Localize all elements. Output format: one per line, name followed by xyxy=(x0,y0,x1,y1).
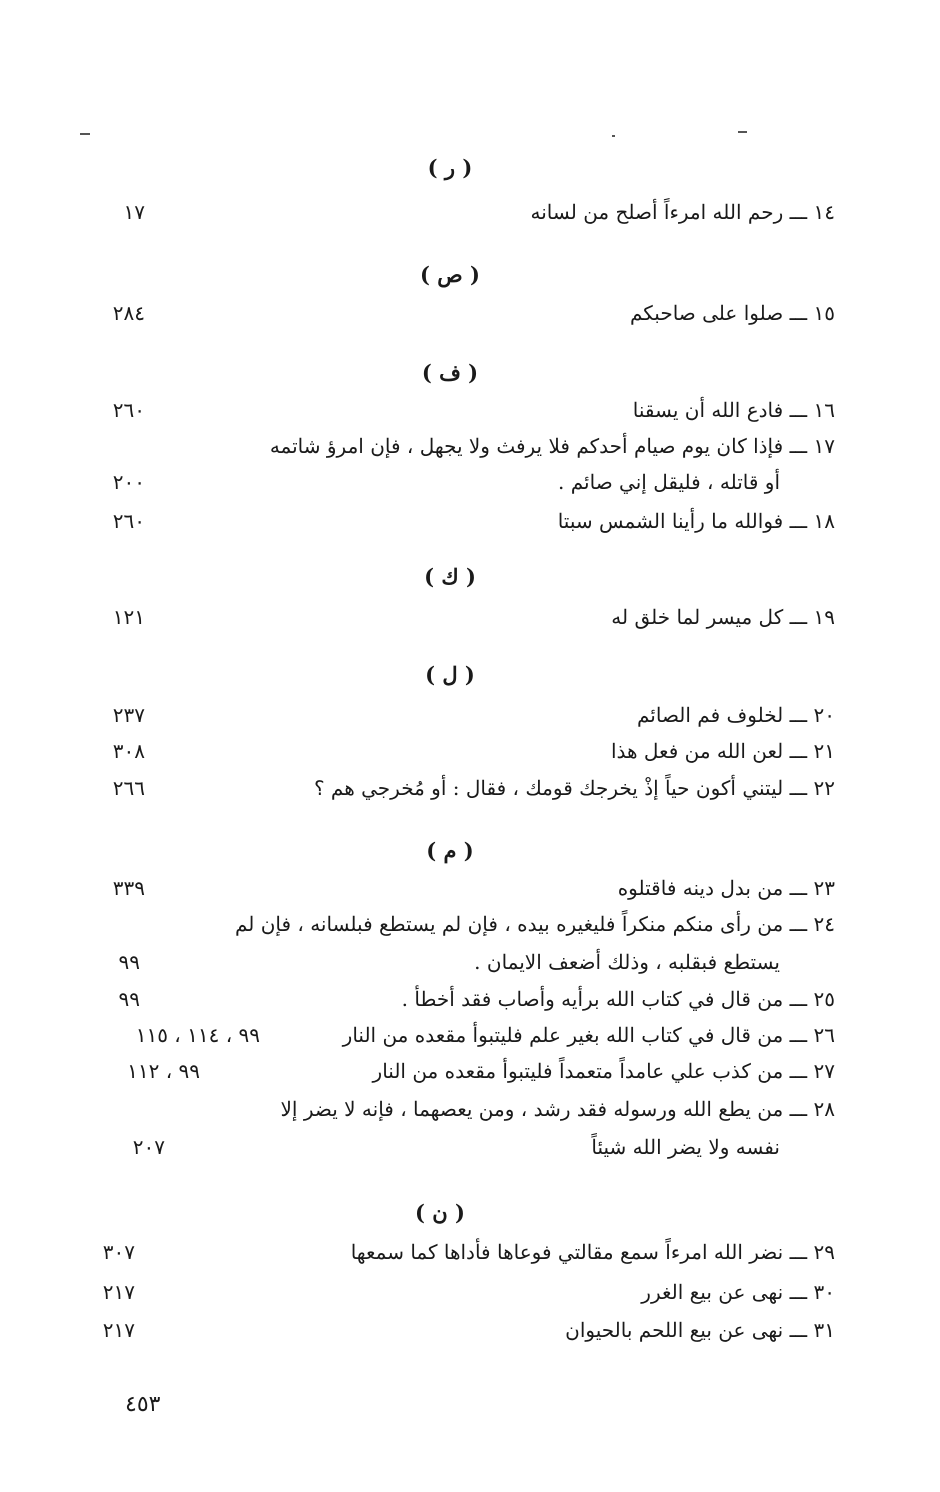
list-item xyxy=(0,1240,940,1274)
scan-speck xyxy=(738,131,747,133)
page-number: ٤٥٣ xyxy=(125,1392,161,1417)
hadith-text: ٢٥ ـــ من قال في كتاب الله برأيه وأصاب فقد أخطأ . xyxy=(401,987,835,1011)
hadith-text: ٢٦ ـــ من قال في كتاب الله بغير علم فليتبوأ مقعده من النار xyxy=(342,1023,835,1047)
hadith-text: ١٦ ـــ فادع الله أن يسقنا xyxy=(632,398,835,422)
list-item xyxy=(0,739,940,773)
list-item xyxy=(0,1318,940,1352)
section-heading: ( ن ) xyxy=(415,1200,465,1225)
section-heading: ( ر ) xyxy=(427,155,473,180)
page-reference: ٢٠٠ xyxy=(112,470,145,494)
list-item-continuation xyxy=(0,1135,940,1169)
hadith-text: ٣١ ـــ نهى عن بيع اللحم بالحيوان xyxy=(565,1318,835,1342)
hadith-text: ١٤ ـــ رحم الله امرءاً أصلح من لسانه xyxy=(530,200,835,224)
list-item xyxy=(0,703,940,737)
hadith-text-continuation: نفسه ولا يضر الله شيئاً xyxy=(591,1135,780,1159)
page-reference: ٢٦٠ xyxy=(112,509,145,533)
hadith-text: ١٨ ـــ فوالله ما رأينا الشمس سبتا xyxy=(557,509,835,533)
hadith-text: ٢٤ ـــ من رأى منكم منكراً فليغيره بيده ، فإن لم يستطع فبلسانه ، فإن لم xyxy=(234,912,835,936)
hadith-text: ٢٠ ـــ لخلوف فم الصائم xyxy=(636,703,835,727)
page-reference: ٩٩ ، ١١٤ ، ١١٥ xyxy=(135,1023,260,1047)
list-item xyxy=(0,776,940,810)
list-item xyxy=(0,200,940,234)
page-reference: ٢٦٦ xyxy=(112,776,145,800)
list-item-continuation xyxy=(0,950,940,984)
hadith-text: ١٥ ـــ صلوا على صاحبكم xyxy=(629,301,835,325)
hadith-text-continuation: يستطع فبقلبه ، وذلك أضعف الايمان . xyxy=(474,950,780,974)
page-reference: ٢١٧ xyxy=(102,1280,135,1304)
hadith-text: ٢٢ ـــ ليتني أكون حياً إذْ يخرجك قومك ، فقال : أو مُخرجي هم ؟ xyxy=(313,776,835,800)
page-reference: ٢٠٧ xyxy=(132,1135,165,1159)
list-item xyxy=(0,876,940,910)
section-heading: ( ص ) xyxy=(420,262,480,287)
scan-speck xyxy=(612,135,615,137)
list-item xyxy=(0,1023,940,1057)
scan-speck xyxy=(80,133,90,135)
section-heading: ( ك ) xyxy=(424,564,476,589)
section-heading: ( ف ) xyxy=(421,360,479,385)
page-reference: ٣٠٧ xyxy=(102,1240,135,1264)
hadith-text: ٢١ ـــ لعن الله من فعل هذا xyxy=(610,739,835,763)
page-reference: ١٧ xyxy=(123,200,145,224)
hadith-text: ١٧ ـــ فإذا كان يوم صيام أحدكم فلا يرفث ولا يجهل ، فإن امرؤ شاتمه xyxy=(269,434,835,458)
page-reference: ٣٣٩ xyxy=(112,876,145,900)
list-item xyxy=(0,1059,940,1093)
list-item xyxy=(0,509,940,543)
list-item xyxy=(0,1097,940,1131)
list-item xyxy=(0,987,940,1021)
list-item xyxy=(0,605,940,639)
page-reference: ٢١٧ xyxy=(102,1318,135,1342)
list-item xyxy=(0,398,940,432)
hadith-text: ٢٩ ـــ نضر الله امرءاً سمع مقالتي فوعاها فأداها كما سمعها xyxy=(350,1240,835,1264)
page-reference: ٩٩ xyxy=(118,987,140,1011)
list-item xyxy=(0,434,940,468)
list-item xyxy=(0,912,940,946)
page-reference: ٢٣٧ xyxy=(112,703,145,727)
hadith-text: ٣٠ ـــ نهى عن بيع الغرر xyxy=(641,1280,835,1304)
list-item xyxy=(0,301,940,335)
hadith-text: ٢٧ ـــ من كذب علي عامداً متعمداً فليتبوأ مقعده من النار xyxy=(372,1059,835,1083)
page-reference: ٢٦٠ xyxy=(112,398,145,422)
hadith-text: ٢٣ ـــ من بدل دينه فاقتلوه xyxy=(617,876,835,900)
page-reference: ٣٠٨ xyxy=(112,739,145,763)
page-reference: ٩٩ xyxy=(118,950,140,974)
page-reference: ٩٩ ، ١١٢ xyxy=(127,1059,200,1083)
page-reference: ١٢١ xyxy=(112,605,145,629)
hadith-text: ٢٨ ـــ من يطع الله ورسوله فقد رشد ، ومن يعصهما ، فإنه لا يضر إلا xyxy=(280,1097,835,1121)
hadith-text-continuation: أو قاتله ، فليقل إني صائم . xyxy=(558,470,780,494)
hadith-text: ١٩ ـــ كل ميسر لما خلق له xyxy=(611,605,835,629)
section-heading: ( ل ) xyxy=(425,662,475,687)
section-heading: ( م ) xyxy=(426,838,474,863)
list-item-continuation xyxy=(0,470,940,504)
list-item xyxy=(0,1280,940,1314)
page-reference: ٢٨٤ xyxy=(112,301,145,325)
